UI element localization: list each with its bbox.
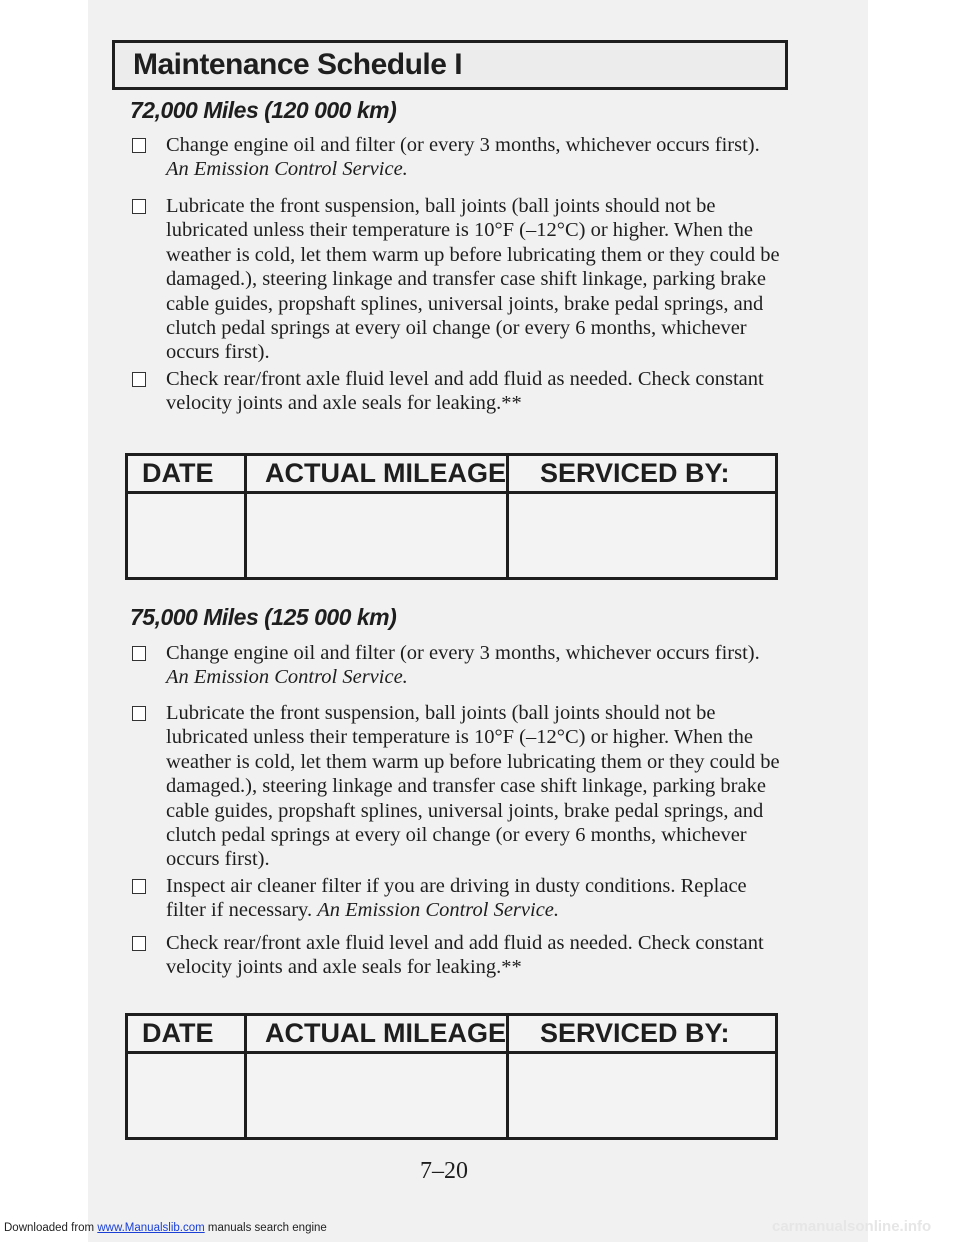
checkbox-icon[interactable]: [132, 199, 146, 214]
item-text: Change engine oil and filter (or every 3 months, whichever occurs first).: [166, 642, 760, 664]
service-log-table: [125, 1013, 778, 1140]
checkbox-icon[interactable]: [132, 936, 146, 951]
checklist-item: [132, 701, 782, 872]
checkbox-icon[interactable]: [132, 879, 146, 894]
checkbox-icon[interactable]: [132, 646, 146, 661]
checklist-item: [132, 194, 782, 365]
download-footer: [4, 1222, 327, 1234]
section-header: [112, 40, 788, 90]
page-title: Maintenance Schedule I: [133, 48, 463, 81]
checkbox-icon[interactable]: [132, 138, 146, 153]
column-divider: [506, 456, 509, 577]
column-divider: [506, 1016, 509, 1137]
item-text: Change engine oil and filter (or every 3 months, whichever occurs first).: [166, 134, 760, 156]
checkbox-icon[interactable]: [132, 372, 146, 387]
column-date: DATE: [142, 458, 214, 488]
service-log-header: [128, 456, 775, 494]
column-divider: [244, 456, 247, 577]
item-text: Lubricate the front suspension, ball joints (ball joints should not be lubricated unless their temperature is 10°F (–12°C) or higher. When the weather is cold, let them warm up before lubricating them or they could be damaged.), steering linkage and transfer case shift linkage, parking brake cable guides, propshaft splines, universal joints, brake pedal springs, and clutch pedal springs at every oil change (or every 6 months, whichever occurs first).: [166, 195, 780, 364]
checklist-item: [132, 641, 782, 690]
column-serviced-by: SERVICED BY:: [540, 458, 730, 488]
footer-prefix: Downloaded from: [4, 1222, 98, 1234]
checklist-item: [132, 367, 782, 416]
item-text: Lubricate the front suspension, ball joints (ball joints should not be lubricated unless their temperature is 10°F (–12°C) or higher. When the weather is cold, let them warm up before lubricating them or they could be damaged.), steering linkage and transfer case shift linkage, parking brake cable guides, propshaft splines, universal joints, brake pedal springs, and clutch pedal springs at every oil change (or every 6 months, whichever occurs first).: [166, 702, 780, 871]
checklist-item: [132, 874, 782, 923]
item-note: An Emission Control Service.: [166, 158, 408, 181]
checklist-item: [132, 931, 782, 980]
service-log-table: [125, 453, 778, 580]
mileage-heading-72000: 72,000 Miles (120 000 km): [130, 97, 397, 123]
checkbox-icon[interactable]: [132, 706, 146, 721]
mileage-heading-75000: 75,000 Miles (125 000 km): [130, 604, 397, 630]
column-date: DATE: [142, 1018, 214, 1048]
item-text: Check rear/front axle fluid level and add fluid as needed. Check constant velocity joints and axle seals for leaking.**: [166, 368, 764, 415]
checklist-item: [132, 133, 782, 182]
footer-suffix: manuals search engine: [204, 1222, 327, 1234]
item-text: Check rear/front axle fluid level and add fluid as needed. Check constant velocity joints and axle seals for leaking.**: [166, 932, 764, 979]
column-divider: [244, 1016, 247, 1137]
manualslib-link[interactable]: www.Manualslib.com: [97, 1222, 205, 1234]
column-actual-mileage: ACTUAL MILEAGE: [265, 458, 506, 488]
item-note: An Emission Control Service.: [317, 899, 560, 922]
item-text: Inspect air cleaner filter if you are driving in dusty conditions. Replace filter if necessary.: [166, 875, 747, 922]
service-log-header: [128, 1016, 775, 1054]
item-note: An Emission Control Service.: [166, 666, 408, 689]
column-actual-mileage: ACTUAL MILEAGE: [265, 1018, 506, 1048]
column-serviced-by: SERVICED BY:: [540, 1018, 730, 1048]
watermark: carmanualsonline.info: [772, 1218, 932, 1235]
page-number: 7–20: [420, 1158, 468, 1184]
